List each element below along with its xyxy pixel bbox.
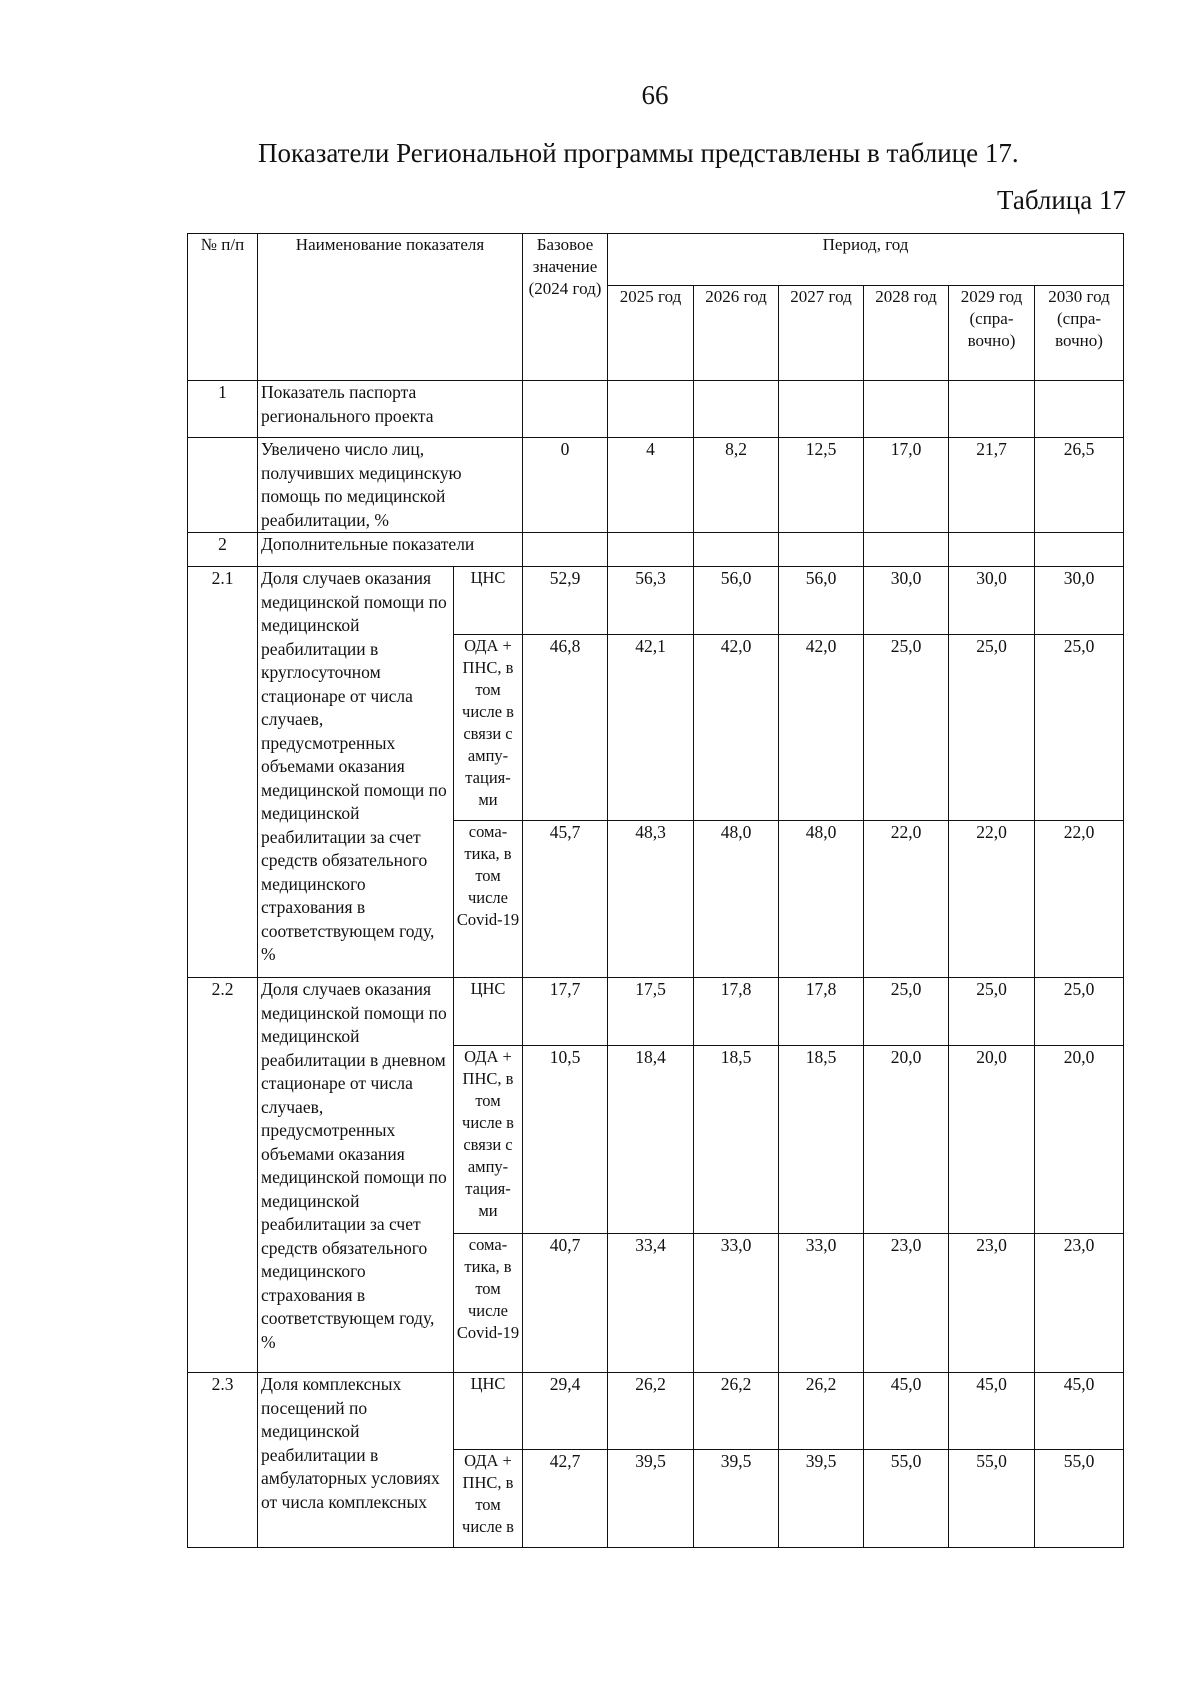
- value-cell: 17,8: [694, 978, 779, 1046]
- value-cell: 48,0: [779, 821, 864, 978]
- header-year-2030: 2030 год (спра-вочно): [1035, 286, 1124, 381]
- value-cell: 21,7: [949, 438, 1035, 533]
- table-row: [188, 567, 1124, 635]
- value-cell: 17,7: [523, 978, 608, 1046]
- value-cell: 55,0: [864, 1450, 949, 1548]
- value-cell: 29,4: [523, 1373, 608, 1450]
- value-cell: 25,0: [949, 635, 1035, 821]
- value-cell: 26,2: [779, 1373, 864, 1450]
- value-cell: 23,0: [864, 1234, 949, 1373]
- value-cell: 25,0: [1035, 978, 1124, 1046]
- value-cell: 52,9: [523, 567, 608, 635]
- value-cell: 26,2: [694, 1373, 779, 1450]
- indicators-table: [187, 233, 1124, 1548]
- value-cell: 25,0: [949, 978, 1035, 1046]
- header-num: № п/п: [188, 234, 258, 381]
- value-cell: 39,5: [694, 1450, 779, 1548]
- table-row: [188, 978, 1124, 1046]
- section-title: Дополнительные показатели: [258, 533, 523, 567]
- table-header-row: [188, 234, 1124, 286]
- value-cell: 26,2: [608, 1373, 694, 1450]
- subgroup-label: ОДА + ПНС, в том числе в: [454, 1450, 523, 1548]
- value-cell: 17,0: [864, 438, 949, 533]
- value-cell: 17,5: [608, 978, 694, 1046]
- row-num: 2.1: [188, 567, 258, 978]
- value-cell: 20,0: [864, 1046, 949, 1234]
- value-cell: 22,0: [949, 821, 1035, 978]
- header-year-2027: 2027 год: [779, 286, 864, 381]
- header-year-2026: 2026 год: [694, 286, 779, 381]
- value-cell: 17,8: [779, 978, 864, 1046]
- value-cell: 25,0: [864, 635, 949, 821]
- value-cell: 45,0: [949, 1373, 1035, 1450]
- value-cell: 23,0: [1035, 1234, 1124, 1373]
- value-cell: 56,0: [779, 567, 864, 635]
- value-cell: 40,7: [523, 1234, 608, 1373]
- row-num: 2.2: [188, 978, 258, 1373]
- value-cell: 18,4: [608, 1046, 694, 1234]
- table-caption: Таблица 17: [997, 185, 1126, 215]
- subgroup-label: сома-тика, в том числе Covid-19: [454, 821, 523, 978]
- value-cell: 48,3: [608, 821, 694, 978]
- subgroup-label: сома-тика, в том числе Covid-19: [454, 1234, 523, 1373]
- value-cell: 39,5: [608, 1450, 694, 1548]
- intro-sentence: Показатели Региональной программы представлены в таблице 17.: [258, 138, 1019, 168]
- value-cell: 33,0: [779, 1234, 864, 1373]
- section-row: [188, 533, 1124, 567]
- value-cell: 39,5: [779, 1450, 864, 1548]
- value-cell: 22,0: [1035, 821, 1124, 978]
- value-cell: 55,0: [949, 1450, 1035, 1548]
- value-cell: 42,1: [608, 635, 694, 821]
- value-cell: 42,0: [694, 635, 779, 821]
- value-cell: 30,0: [949, 567, 1035, 635]
- subgroup-label: ЦНС: [454, 567, 523, 635]
- indicator-name: Доля случаев оказания медицинской помощи по медицинской реабилитации в дневном стационаре от числа случаев, предусмотренных объемами оказания медицинской помощи по медицинской реабилитации за счет средств обязательного медицинского страхования в соответствующем году, %: [258, 978, 454, 1373]
- indicator-name: Доля случаев оказания медицинской помощи по медицинской реабилитации в круглосуточном стационаре от числа случаев, предусмотренных объемами оказания медицинской помощи по медицинской реабилитации за счет средств обязательного медицинского страхования в соответствующем году, %: [258, 567, 454, 978]
- subgroup-label: ЦНС: [454, 1373, 523, 1450]
- value-cell: 48,0: [694, 821, 779, 978]
- value-cell: 10,5: [523, 1046, 608, 1234]
- header-year-2025: 2025 год: [608, 286, 694, 381]
- value-cell: 18,5: [779, 1046, 864, 1234]
- header-base: Базовое значение (2024 год): [523, 234, 608, 381]
- table-row: [188, 438, 1124, 533]
- value-cell: 45,0: [1035, 1373, 1124, 1450]
- value-cell: 30,0: [864, 567, 949, 635]
- subgroup-label: ЦНС: [454, 978, 523, 1046]
- indicator-name: Доля комплексных посещений по медицинской реабилитации в амбулаторных условиях от числа комплексных: [258, 1373, 454, 1548]
- value-cell: 56,3: [608, 567, 694, 635]
- section-row: [188, 381, 1124, 438]
- value-cell: 33,0: [694, 1234, 779, 1373]
- value-cell: 33,4: [608, 1234, 694, 1373]
- value-cell: 45,0: [864, 1373, 949, 1450]
- header-year-2029: 2029 год (спра-вочно): [949, 286, 1035, 381]
- header-period: Период, год: [608, 234, 1124, 286]
- value-cell: 18,5: [694, 1046, 779, 1234]
- value-cell: 23,0: [949, 1234, 1035, 1373]
- row-num: 2.3: [188, 1373, 258, 1548]
- subgroup-label: ОДА + ПНС, в том числе в связи с ампу-тация-ми: [454, 635, 523, 821]
- value-cell: 25,0: [864, 978, 949, 1046]
- row-num: 1: [188, 381, 258, 438]
- table-row: [188, 1373, 1124, 1450]
- value-cell: 42,7: [523, 1450, 608, 1548]
- value-cell: 20,0: [949, 1046, 1035, 1234]
- indicator-name: Увеличено число лиц, получивших медицинскую помощь по медицинской реабилитации, %: [258, 438, 523, 533]
- row-num: 2: [188, 533, 258, 567]
- value-cell: 30,0: [1035, 567, 1124, 635]
- value-cell: 56,0: [694, 567, 779, 635]
- value-cell: 26,5: [1035, 438, 1124, 533]
- value-cell: 0: [523, 438, 608, 533]
- header-year-2028: 2028 год: [864, 286, 949, 381]
- subgroup-label: ОДА + ПНС, в том числе в связи с ампу-тация-ми: [454, 1046, 523, 1234]
- value-cell: 46,8: [523, 635, 608, 821]
- value-cell: 25,0: [1035, 635, 1124, 821]
- value-cell: 4: [608, 438, 694, 533]
- value-cell: 45,7: [523, 821, 608, 978]
- page-number: 66: [641, 80, 669, 110]
- header-name: Наименование показателя: [258, 234, 523, 381]
- value-cell: 8,2: [694, 438, 779, 533]
- value-cell: 20,0: [1035, 1046, 1124, 1234]
- value-cell: 42,0: [779, 635, 864, 821]
- value-cell: 22,0: [864, 821, 949, 978]
- value-cell: 12,5: [779, 438, 864, 533]
- value-cell: 55,0: [1035, 1450, 1124, 1548]
- section-title: Показатель паспорта регионального проекта: [258, 381, 523, 438]
